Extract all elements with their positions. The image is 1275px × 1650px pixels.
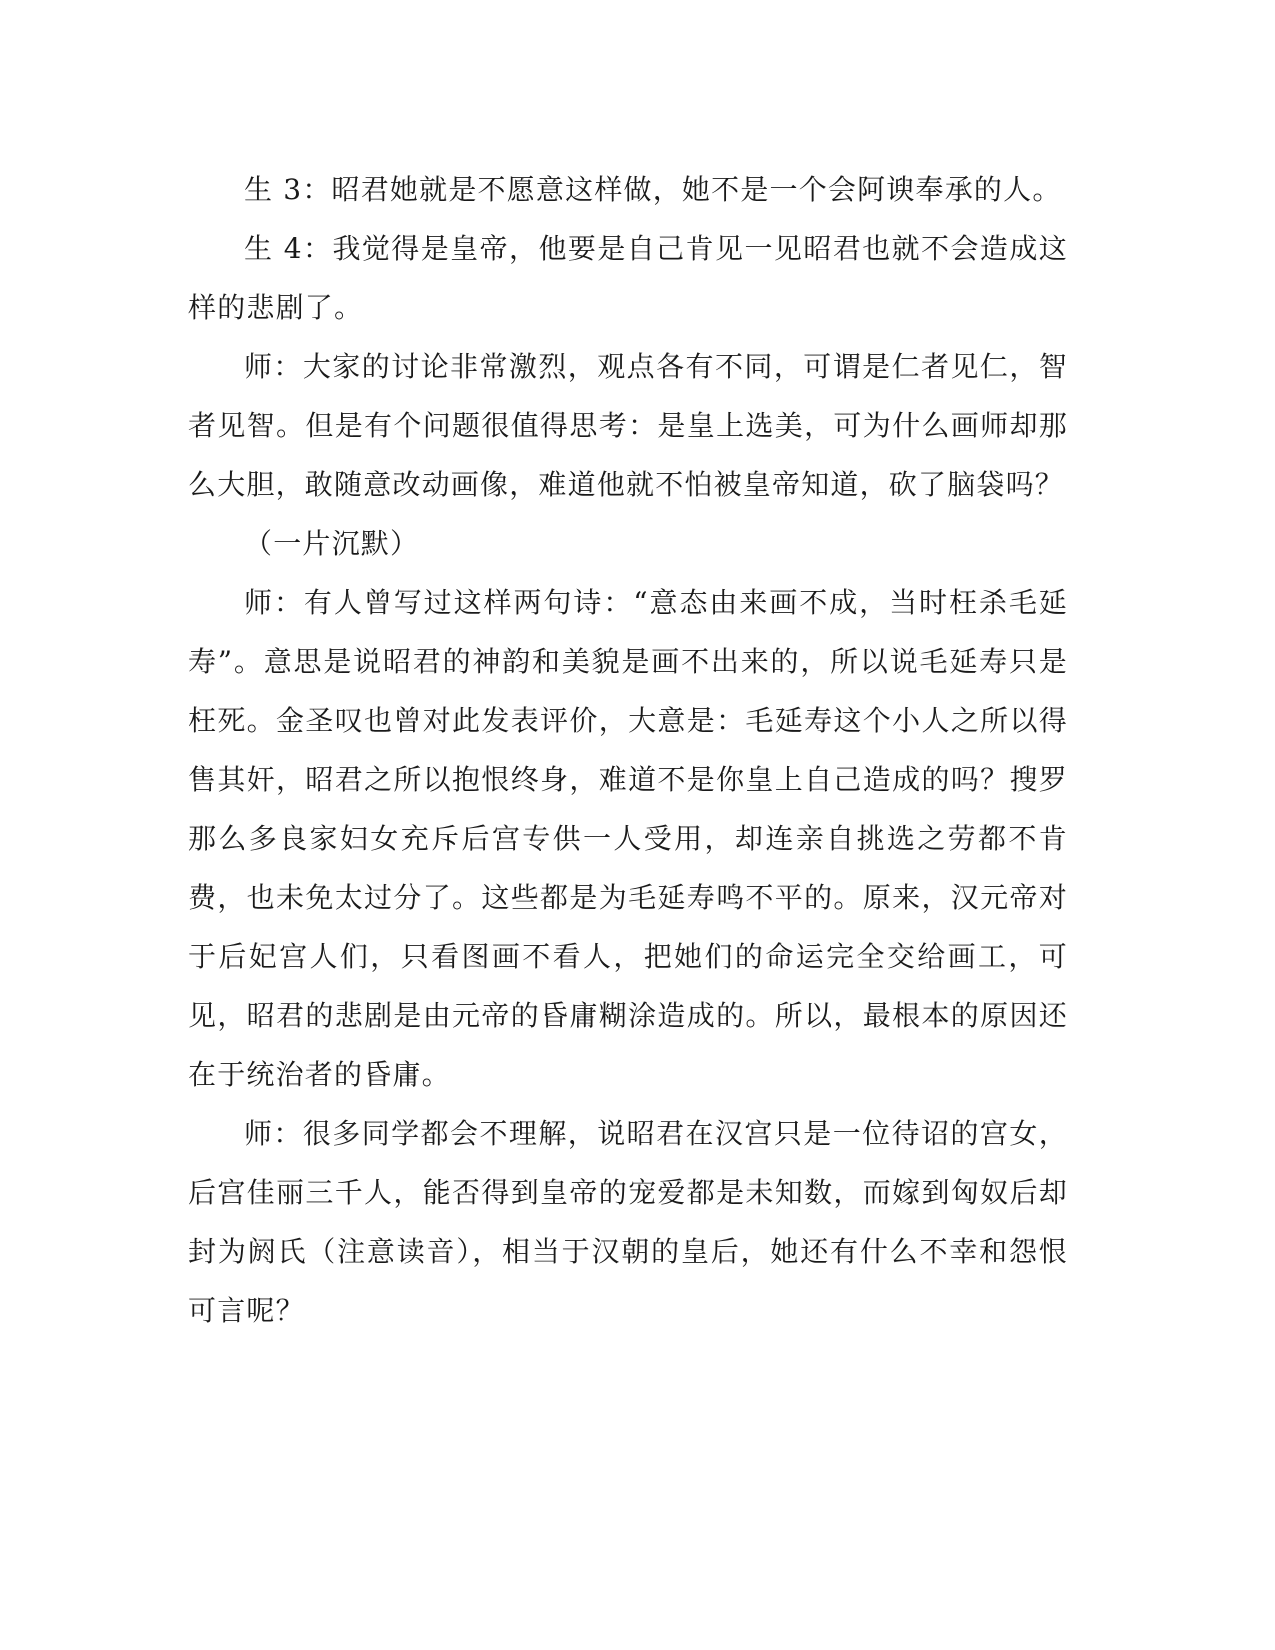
paragraph-teacher-poem: 师：有人曾写过这样两句诗：“意态由来画不成，当时枉杀毛延寿”。意思是说昭君的神韵和美貌是画不出来的，所以说毛延寿只是枉死。金圣叹也曾对此发表评价，大意是：毛延寿这个小人之所以得售其奸，昭君之所以抱恨终身，难道不是你皇上自己造成的吗？搜罗那么多良家妇女充斥后宫专供一人受用，却连亲自挑选之劳都不肯费，也未免太过分了。这些都是为毛延寿鸣不平的。原来，汉元帝对于后妃宫人们，只看图画不看人，把她们的命运完全交给画工，可见，昭君的悲剧是由元帝的昏庸糊涂造成的。所以，最根本的原因还在于统治者的昏庸。 xyxy=(188,586,1068,1091)
document-body xyxy=(188,160,1068,1340)
paragraph-teacher-question: 师：大家的讨论非常激烈，观点各有不同，可谓是仁者见仁，智者见智。但是有个问题很值得思考：是皇上选美，可为什么画师却那么大胆，敢随意改动画像，难道他就不怕被皇帝知道，砍了脑袋吗？ xyxy=(188,350,1068,501)
paragraph-student-4: 生 4：我觉得是皇帝，他要是自己肯见一见昭君也就不会造成这样的悲剧了。 xyxy=(188,232,1068,324)
paragraph-student-3: 生 3：昭君她就是不愿意这样做，她不是一个会阿谀奉承的人。 xyxy=(244,173,1062,206)
paragraph-teacher-closing: 师：很多同学都会不理解，说昭君在汉宫只是一位待诏的宫女，后宫佳丽三千人，能否得到皇帝的宠爱都是未知数，而嫁到匈奴后却封为阏氏（注意读音），相当于汉朝的皇后，她还有什么不幸和怨恨可言呢？ xyxy=(188,1117,1068,1327)
paragraph-silence: （一片沉默） xyxy=(244,527,420,560)
